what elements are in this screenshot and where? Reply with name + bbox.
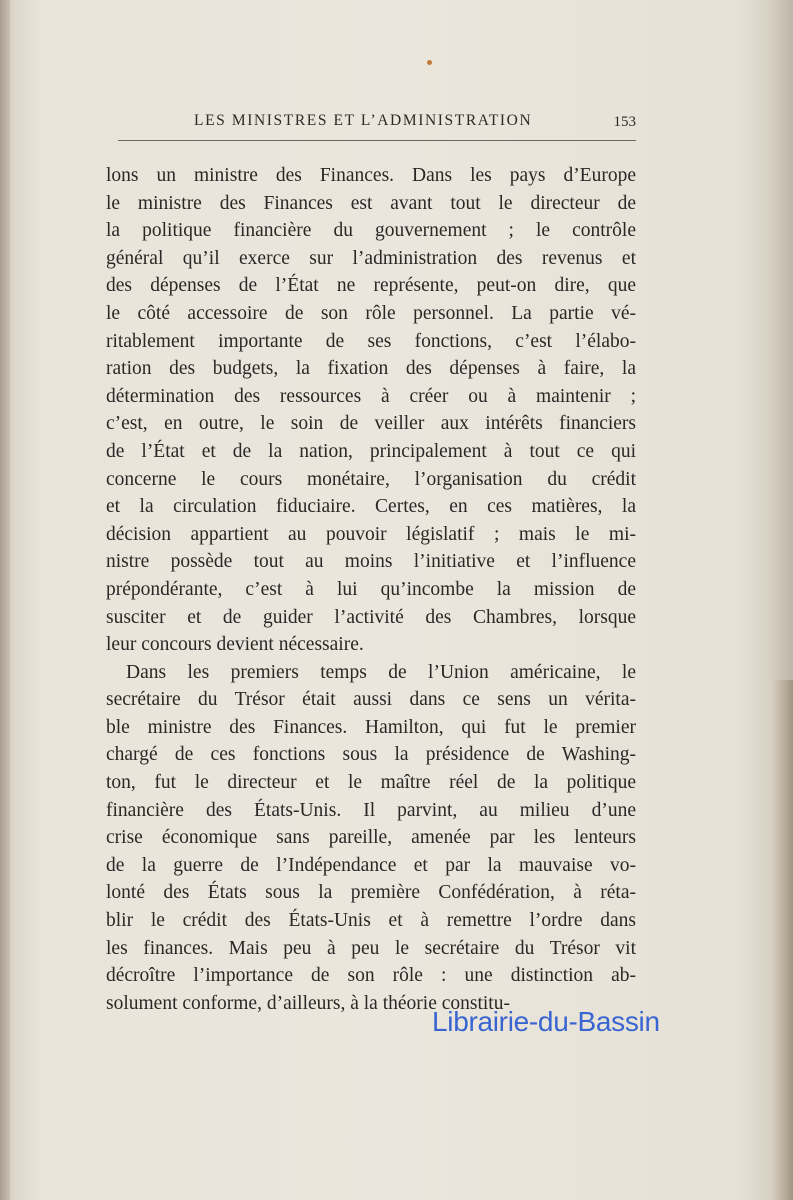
page-number: 153 bbox=[613, 114, 636, 130]
text-line: ton, fut le directeur et le maître réel de la politique bbox=[106, 772, 636, 794]
body-text bbox=[106, 162, 636, 1017]
text-line: la politique financière du gouvernement ; le contrôle bbox=[106, 220, 636, 242]
text-line: et la circulation fiduciaire. Certes, en ces matières, la bbox=[106, 496, 636, 518]
text-line: susciter et de guider l’activité des Chambres, lorsque bbox=[106, 606, 636, 628]
text-line: blir le crédit des États-Unis et à remettre l’ordre dans bbox=[106, 910, 636, 932]
text-line: ble ministre des Finances. Hamilton, qui fut le premier bbox=[106, 716, 636, 738]
text-line: financière des États-Unis. Il parvint, au milieu d’une bbox=[106, 799, 636, 821]
text-line: de l’État et de la nation, principalement à tout ce qui bbox=[106, 440, 636, 462]
page-stack-edge bbox=[771, 680, 793, 1200]
text-line: détermination des ressources à créer ou à maintenir ; bbox=[106, 385, 636, 407]
running-header bbox=[118, 112, 636, 138]
text-line: lonté des États sous la première Confédération, à réta- bbox=[106, 882, 636, 904]
text-line: lons un ministre des Finances. Dans les pays d’Europe bbox=[106, 165, 636, 186]
text-line: ritablement importante de ses fonctions, c’est l’élabo- bbox=[106, 330, 636, 352]
text-line: prépondérante, c’est à lui qu’incombe la mission de bbox=[106, 578, 636, 600]
text-line: des dépenses de l’État ne représente, peut-on dire, que bbox=[106, 275, 636, 297]
text-line: le côté accessoire de son rôle personnel. La partie vé- bbox=[106, 302, 636, 324]
text-line: général qu’il exerce sur l’administration des revenus et bbox=[106, 247, 636, 269]
text-line: de la guerre de l’Indépendance et par la mauvaise vo- bbox=[106, 854, 636, 876]
header-rule bbox=[118, 140, 636, 141]
page-binding-edge bbox=[0, 0, 10, 1200]
ink-spot bbox=[427, 60, 432, 65]
running-header-title: LES MINISTRES ET L’ADMINISTRATION bbox=[194, 112, 533, 129]
text-line: décroître l’importance de son rôle : une distinction ab- bbox=[106, 965, 636, 987]
text-line: c’est, en outre, le soin de veiller aux intérêts financiers bbox=[106, 413, 636, 435]
text-line: ration des budgets, la fixation des dépenses à faire, la bbox=[106, 358, 636, 380]
text-line: nistre possède tout au moins l’initiative et l’influence bbox=[106, 551, 636, 573]
text-line: secrétaire du Trésor était aussi dans ce sens un vérita- bbox=[106, 689, 636, 711]
text-line: concerne le cours monétaire, l’organisation du crédit bbox=[106, 468, 636, 490]
seller-watermark: Librairie-du-Bassin bbox=[432, 1006, 660, 1037]
text-line: le ministre des Finances est avant tout le directeur de bbox=[106, 192, 636, 214]
paragraph-last-line: leur concours devient nécessaire. bbox=[106, 634, 364, 656]
text-line: crise économique sans pareille, amenée par les lenteurs bbox=[106, 827, 636, 849]
text-line: solument conforme, d’ailleurs, à la théorie constitu- bbox=[106, 992, 510, 1014]
text-line: chargé de ces fonctions sous la présidence de Washing- bbox=[106, 744, 636, 766]
text-line: décision appartient au pouvoir législatif ; mais le mi- bbox=[106, 523, 636, 545]
text-line: les finances. Mais peu à peu le secrétaire du Trésor vit bbox=[106, 937, 636, 959]
paragraph-first-line: Dans les premiers temps de l’Union américaine, le bbox=[126, 661, 636, 683]
